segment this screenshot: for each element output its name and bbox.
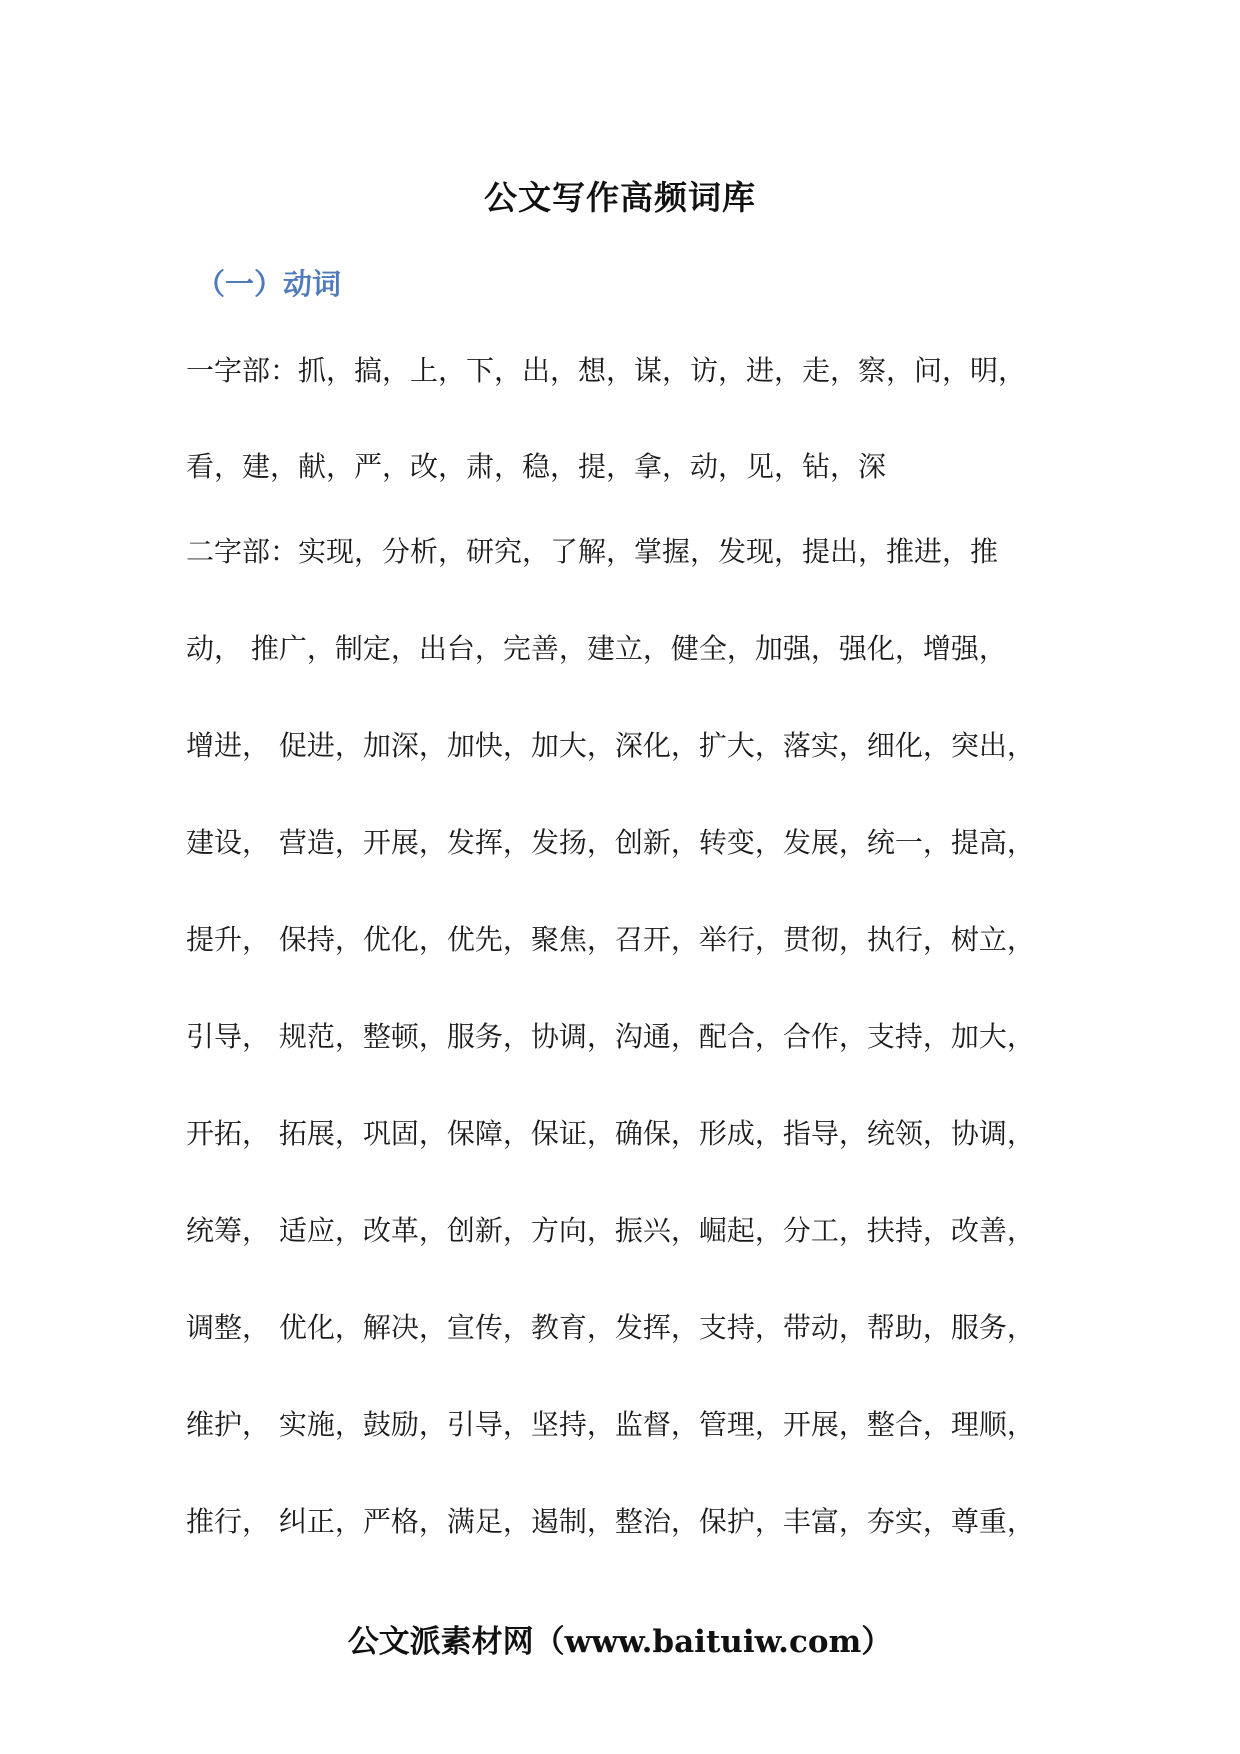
text-line: 二字部：实现，分析，研究，了解，掌握，发现，提出，推进，推 xyxy=(186,535,999,568)
text-line: 统筹， 适应，改革，创新，方向，振兴，崛起，分工，扶持，改善， xyxy=(186,1214,1035,1247)
text-line: 看，建，献，严，改，肃，稳，提，拿，动，见，钻，深 xyxy=(186,450,887,483)
footer-watermark: 公文派素材网（www.baituiw.com） xyxy=(347,1624,893,1660)
text-line: 一字部：抓，搞，上，下，出，想，谋，访，进，走，察，问，明， xyxy=(186,354,1027,387)
text-line: 维护， 实施，鼓励，引导，坚持，监督，管理，开展，整合，理顺， xyxy=(186,1408,1035,1441)
text-line: 调整， 优化，解决，宣传，教育，发挥，支持，带动，帮助，服务， xyxy=(186,1311,1035,1344)
text-line: 开拓， 拓展，巩固，保障，保证，确保，形成，指导，统领，协调， xyxy=(186,1117,1035,1150)
text-line: 建设， 营造，开展，发挥，发扬，创新，转变，发展，统一，提高， xyxy=(186,826,1035,859)
text-line: 推行， 纠正，严格，满足，遏制，整治，保护，丰富，夯实，尊重， xyxy=(186,1505,1035,1538)
section-heading: （一）动词 xyxy=(196,267,342,301)
text-line: 动， 推广，制定，出台，完善，建立，健全，加强，强化，增强， xyxy=(186,632,1007,665)
text-line: 引导， 规范，整顿，服务，协调，沟通，配合，合作，支持，加大， xyxy=(186,1020,1035,1053)
document-title: 公文写作高频词库 xyxy=(484,178,756,217)
text-line: 增进， 促进，加深，加快，加大，深化，扩大，落实，细化，突出， xyxy=(186,729,1035,762)
text-line: 提升， 保持，优化，优先，聚焦，召开，举行，贯彻，执行，树立， xyxy=(186,923,1035,956)
